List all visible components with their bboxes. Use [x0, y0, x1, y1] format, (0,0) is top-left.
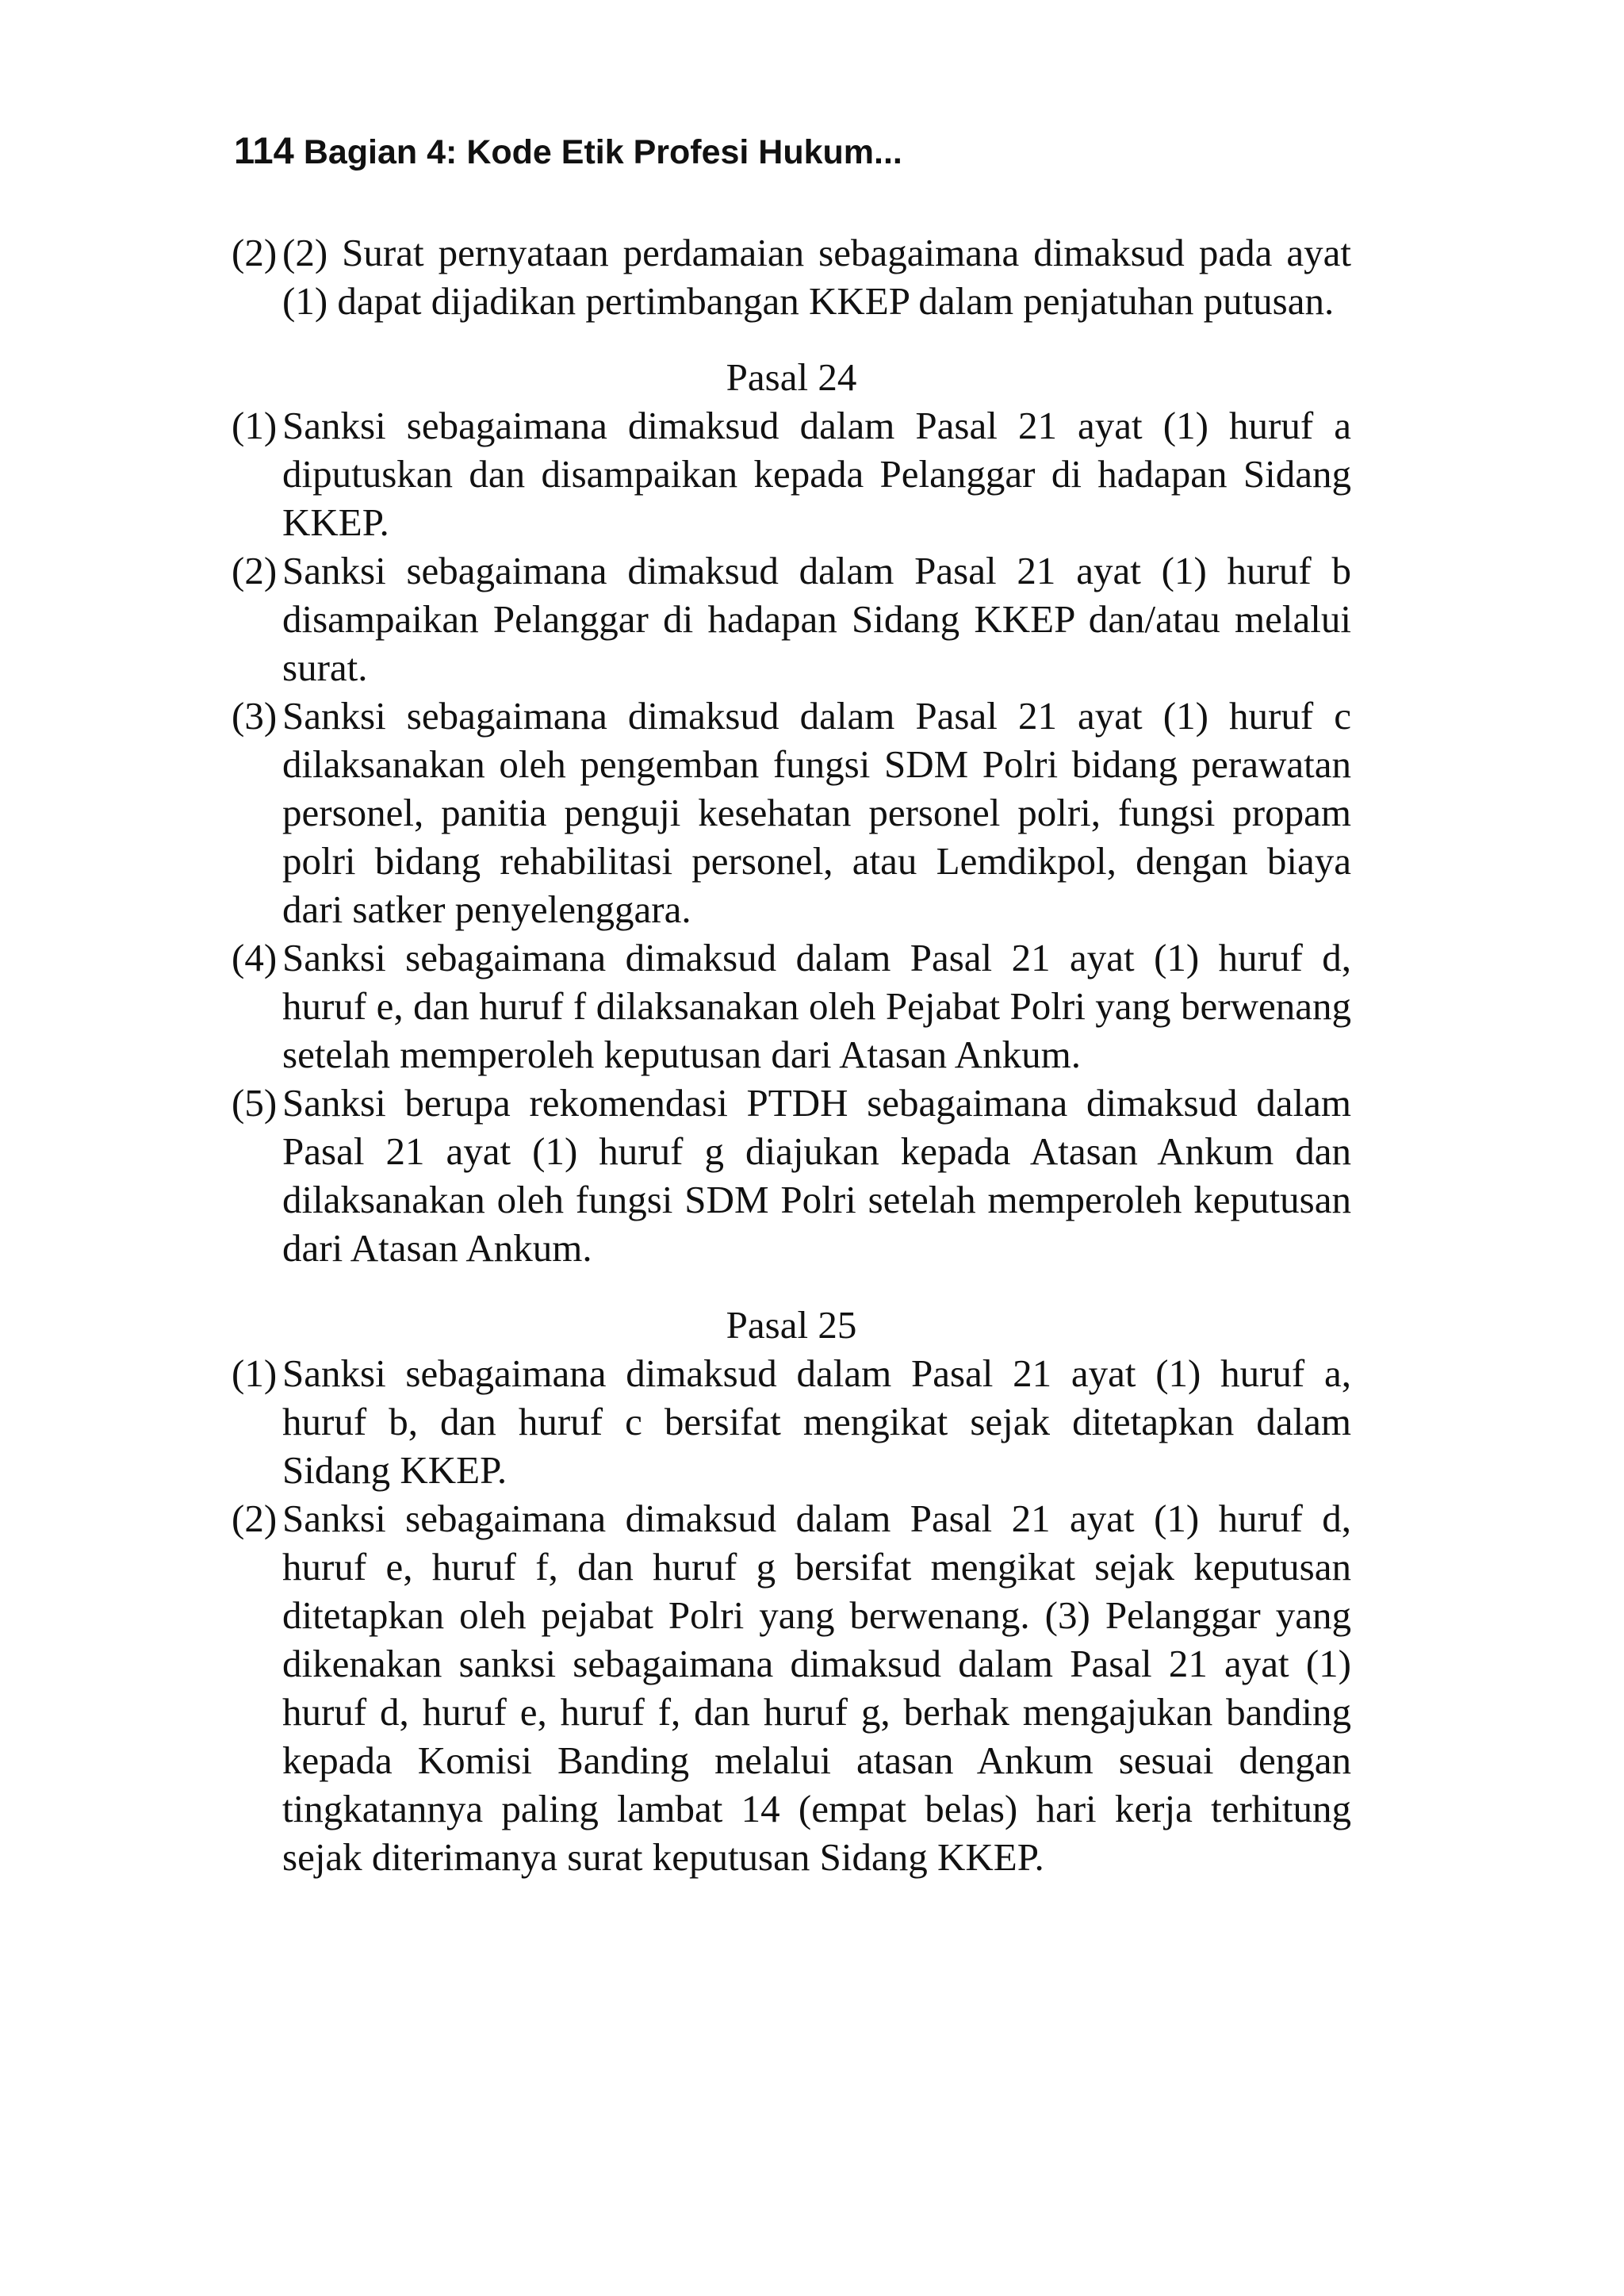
paragraph-intro-item-2: [232, 228, 1351, 325]
item-number: (2): [232, 549, 278, 592]
item-number: (1): [232, 1351, 278, 1395]
article-heading-pasal-25: Pasal 25: [726, 1303, 857, 1347]
running-header: [234, 127, 1384, 176]
pasal-24-item-3: [232, 692, 1351, 933]
item-number: (4): [232, 936, 278, 979]
pasal-24-item-4: [232, 933, 1351, 1079]
pasal-24-item-2: [232, 546, 1351, 692]
pasal-25-item-2: [232, 1494, 1351, 1881]
document-body: [232, 228, 1351, 1881]
item-text: Sanksi sebagaimana dimaksud dalam Pasal 21 ayat (1) huruf a diputuskan dan disampaikan kepada Pelanggar di hadapan Sidang KKEP.: [282, 404, 1351, 544]
item-text: Sanksi berupa rekomendasi PTDH sebagaimana dimaksud dalam Pasal 21 ayat (1) huruf g diajukan kepada Atasan Ankum dan dilaksanakan oleh fungsi SDM Polri setelah memperoleh keputusan dari Atasan Ankum.: [282, 1081, 1351, 1270]
item-text: (2) Surat pernyataan perdamaian sebagaimana dimaksud pada ayat (1) dapat dijadikan pertimbangan KKEP dalam penjatuhan putusan.: [282, 231, 1351, 323]
item-number: (5): [232, 1081, 278, 1125]
item-text: Sanksi sebagaimana dimaksud dalam Pasal 21 ayat (1) huruf b disampaikan Pelanggar di hadapan Sidang KKEP dan/atau melalui surat.: [282, 549, 1351, 689]
item-text: Sanksi sebagaimana dimaksud dalam Pasal 21 ayat (1) huruf d, huruf e, huruf f, dan huruf g bersifat mengikat sejak keputusan ditetapkan oleh pejabat Polri yang berwenang. (3) Pelanggar yang dikenakan sanksi sebagaimana dimaksud dalam Pasal 21 ayat (1) huruf d, huruf e, huruf f, dan huruf g, berhak mengajukan banding kepada Komisi Banding melalui atasan Ankum sesuai dengan tingkatannya paling lambat 14 (empat belas) hari kerja terhitung sejak diterimanya surat keputusan Sidang KKEP.: [282, 1497, 1351, 1879]
pasal-24-item-1: [232, 401, 1351, 546]
item-number: (1): [232, 404, 278, 447]
page-number: 114: [234, 129, 294, 171]
item-number: (2): [232, 231, 278, 274]
article-heading-pasal-24: Pasal 24: [726, 355, 857, 399]
running-title: Bagian 4: Kode Etik Profesi Hukum...: [303, 133, 902, 171]
pasal-24-item-5: [232, 1079, 1351, 1272]
item-text: Sanksi sebagaimana dimaksud dalam Pasal 21 ayat (1) huruf d, huruf e, dan huruf f dilaksanakan oleh Pejabat Polri yang berwenang setelah memperoleh keputusan dari Atasan Ankum.: [282, 936, 1351, 1076]
item-text: Sanksi sebagaimana dimaksud dalam Pasal 21 ayat (1) huruf a, huruf b, dan huruf c bersifat mengikat sejak ditetapkan dalam Sidang KKEP.: [282, 1351, 1351, 1492]
item-text: Sanksi sebagaimana dimaksud dalam Pasal 21 ayat (1) huruf c dilaksanakan oleh pengemban fungsi SDM Polri bidang perawatan personel, panitia penguji kesehatan personel polri, fungsi propam polri bidang rehabilitasi personel, atau Lemdikpol, dengan biaya dari satker penyelenggara.: [282, 694, 1351, 931]
item-number: (3): [232, 694, 278, 738]
item-number: (2): [232, 1497, 278, 1540]
pasal-25-item-1: [232, 1349, 1351, 1494]
